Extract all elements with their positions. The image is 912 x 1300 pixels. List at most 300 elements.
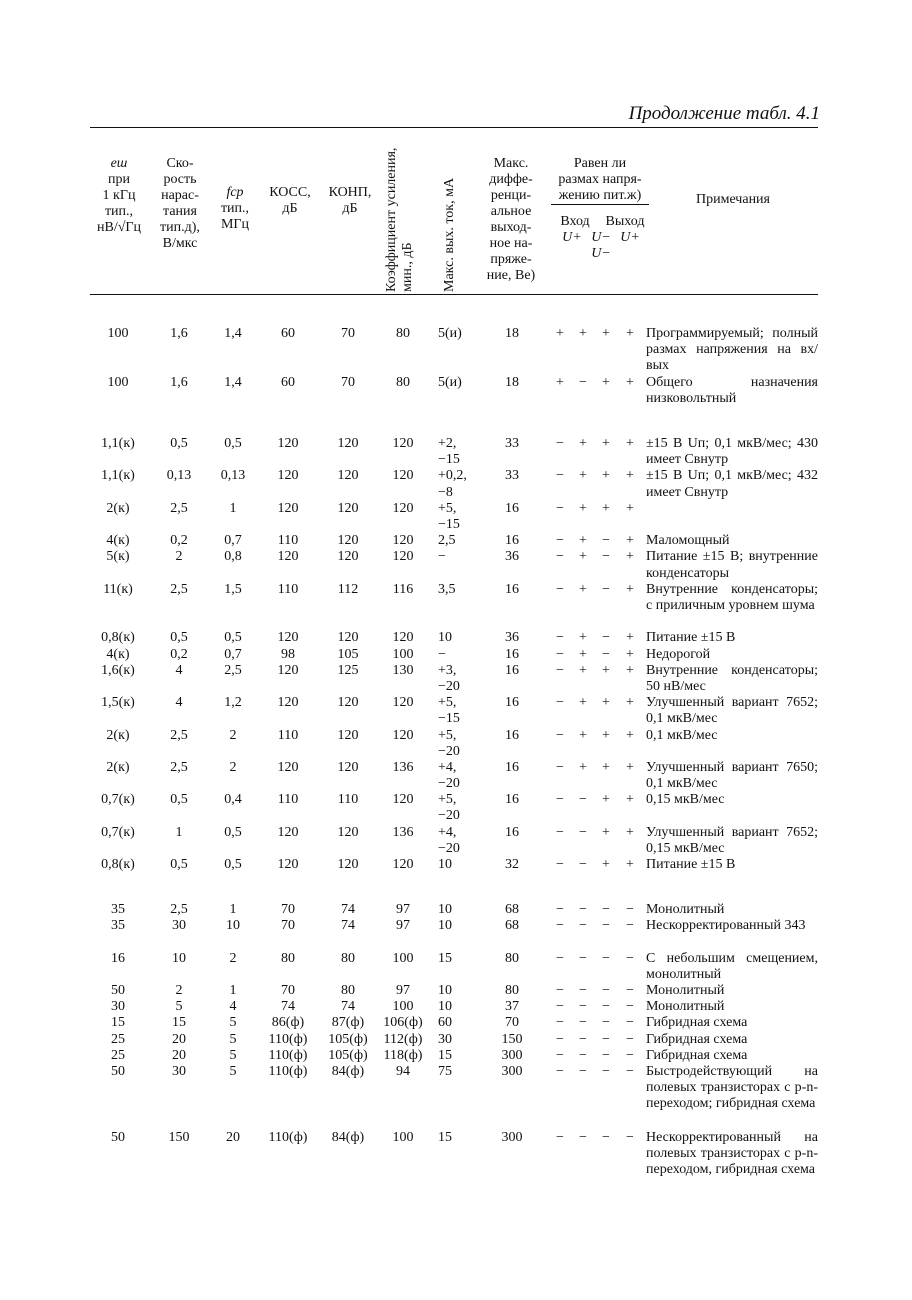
cell-rail-1: − bbox=[556, 500, 564, 516]
cell-note: ±15 В Uп; 0,1 мкВ/мес; 432 имеет Cвнутр bbox=[646, 468, 818, 500]
header-subrule bbox=[551, 204, 649, 205]
cell-iout: +5, −20 bbox=[438, 792, 460, 824]
cell-gain: 118(ф) bbox=[383, 1047, 423, 1063]
cell-slew: 0,2 bbox=[170, 646, 188, 662]
cell-note: Улучшенный вариант 7652; 0,1 мкВ/мес bbox=[646, 695, 818, 727]
group-bifet bbox=[90, 902, 818, 1129]
cell-slew: 4 bbox=[175, 695, 183, 711]
cell-cmrr: 120 bbox=[277, 824, 299, 840]
table-row bbox=[90, 436, 818, 468]
cell-rail-2: + bbox=[579, 326, 587, 341]
cell-rail-1: − bbox=[556, 792, 564, 808]
cell-en: 4(к) bbox=[106, 533, 130, 549]
cell-en: 35 bbox=[111, 918, 125, 934]
cell-rail-3: − bbox=[602, 1063, 610, 1079]
cell-cmrr: 110 bbox=[277, 581, 299, 597]
header-en: eш при 1 кГц тип., нВ/√Гц bbox=[97, 156, 141, 235]
cell-en: 35 bbox=[111, 902, 125, 917]
cell-note: С небольшим смещением, монолитный bbox=[646, 950, 818, 982]
cell-rail-2: − bbox=[579, 857, 587, 873]
cell-vdiff: 16 bbox=[505, 792, 519, 808]
cell-gain: 130 bbox=[392, 662, 414, 678]
cell-cmrr: 110(ф) bbox=[268, 1130, 308, 1145]
cell-rail-3: − bbox=[602, 581, 610, 597]
table-row bbox=[90, 1130, 818, 1195]
cell-fcp: 1 bbox=[229, 902, 237, 917]
cell-en: 1,6(к) bbox=[101, 662, 135, 678]
cell-iout: +5, −20 bbox=[438, 727, 460, 759]
cell-rail-1: + bbox=[556, 326, 564, 341]
cell-note: Монолитный bbox=[646, 902, 725, 917]
cell-rail-1: − bbox=[556, 857, 564, 873]
cell-rail-2: − bbox=[579, 1015, 587, 1031]
cell-fcp: 2 bbox=[229, 759, 237, 775]
cell-gain: 112(ф) bbox=[383, 1031, 423, 1047]
cell-note: 0,15 мкВ/мес bbox=[646, 792, 725, 808]
cell-iout: 3,5 bbox=[438, 581, 456, 597]
group-hybrid-fast bbox=[90, 1130, 818, 1195]
cell-fcp: 0,5 bbox=[224, 824, 242, 840]
cell-slew: 4 bbox=[175, 662, 183, 678]
cell-rail-1: − bbox=[556, 918, 564, 934]
cell-gain: 100 bbox=[392, 646, 414, 662]
cell-gain: 120 bbox=[392, 533, 414, 549]
cell-en: 15 bbox=[111, 1015, 125, 1031]
cell-fcp: 5 bbox=[229, 1031, 237, 1047]
cell-fcp: 10 bbox=[226, 918, 240, 934]
cell-slew: 30 bbox=[172, 1063, 186, 1079]
cell-note: Улучшенный вариант 7652; 0,15 мкВ/мес bbox=[646, 824, 818, 856]
cell-rail-2: − bbox=[579, 950, 587, 966]
cell-psrr: 120 bbox=[337, 549, 359, 565]
cell-fcp: 20 bbox=[226, 1130, 240, 1145]
cell-en: 11(к) bbox=[103, 581, 133, 597]
cell-fcp: 0,4 bbox=[224, 792, 242, 808]
cell-gain: 80 bbox=[396, 326, 410, 341]
cell-rail-2: − bbox=[579, 999, 587, 1015]
cell-rail-2: − bbox=[579, 792, 587, 808]
cell-rail-1: − bbox=[556, 950, 564, 966]
cell-rail-2: − bbox=[579, 1031, 587, 1047]
cell-gain: 97 bbox=[396, 982, 410, 998]
cell-rail-3: + bbox=[602, 695, 610, 711]
cell-slew: 2 bbox=[175, 982, 183, 998]
cell-note: Нескорректированный на полевых транзисторах с p-n-переходом, гибридная схема bbox=[646, 1130, 818, 1178]
cell-en: 2(к) bbox=[106, 759, 130, 775]
cell-note: Гибридная схема bbox=[646, 1015, 748, 1031]
header-rail-sub: U+ U− U+ U− bbox=[562, 230, 640, 261]
cell-iout: +4, −20 bbox=[438, 824, 460, 856]
cell-gain: 106(ф) bbox=[383, 1015, 423, 1031]
cell-psrr: 120 bbox=[337, 500, 359, 516]
cell-vdiff: 18 bbox=[505, 326, 519, 341]
cell-iout: +4, −20 bbox=[438, 759, 460, 792]
cell-cmrr: 120 bbox=[277, 436, 299, 451]
cell-iout: 60 bbox=[438, 1015, 452, 1031]
cell-slew: 20 bbox=[172, 1047, 186, 1063]
cell-iout: 75 bbox=[438, 1063, 452, 1079]
cell-rail-2: − bbox=[579, 1063, 587, 1079]
cell-psrr: 74 bbox=[341, 999, 355, 1015]
cell-rail-4: − bbox=[626, 1031, 634, 1047]
cell-vdiff: 32 bbox=[505, 857, 519, 873]
cell-en: 25 bbox=[111, 1031, 125, 1047]
cell-rail-3: − bbox=[602, 950, 610, 966]
cell-fcp: 0,13 bbox=[220, 468, 246, 484]
table-row bbox=[90, 501, 818, 533]
cell-gain: 120 bbox=[392, 549, 414, 565]
cell-vdiff: 68 bbox=[505, 918, 519, 934]
cell-en: 0,8(к) bbox=[101, 857, 135, 873]
cell-rail-4: + bbox=[626, 727, 634, 743]
cell-cmrr: 120 bbox=[277, 857, 299, 873]
cell-rail-1: − bbox=[556, 759, 564, 775]
top-rule bbox=[90, 127, 818, 128]
cell-en: 50 bbox=[111, 982, 125, 998]
cell-rail-4: + bbox=[626, 500, 634, 516]
cell-fcp: 1 bbox=[229, 500, 237, 516]
cell-psrr: 105(ф) bbox=[328, 1031, 368, 1047]
cell-rail-4: + bbox=[626, 326, 634, 341]
cell-vdiff: 16 bbox=[505, 824, 519, 840]
cell-rail-2: − bbox=[579, 1130, 587, 1145]
table-row bbox=[90, 857, 818, 873]
cell-rail-2: − bbox=[579, 1047, 587, 1063]
cell-slew: 2,5 bbox=[170, 500, 188, 516]
cell-vdiff: 16 bbox=[505, 500, 519, 516]
cell-vdiff: 70 bbox=[505, 1015, 519, 1031]
group-programmable bbox=[90, 326, 818, 407]
cell-rail-1: − bbox=[556, 549, 564, 565]
cell-iout: +0,2, −8 bbox=[438, 468, 467, 500]
cell-gain: 120 bbox=[392, 500, 414, 516]
cell-fcp: 0,5 bbox=[224, 857, 242, 873]
cell-rail-3: − bbox=[602, 982, 610, 998]
cell-slew: 5 bbox=[175, 999, 183, 1015]
cell-rail-1: − bbox=[556, 581, 564, 597]
cell-psrr: 120 bbox=[337, 759, 359, 775]
header-vdiff: Макс. диффе- ренци- альное выход- ное на- пряже- ние, Вe) bbox=[486, 156, 536, 283]
cell-rail-2: + bbox=[579, 662, 587, 678]
cell-note: Общего назначения низковольтный bbox=[646, 374, 818, 406]
cell-rail-4: − bbox=[626, 918, 634, 934]
cell-rail-3: − bbox=[602, 1130, 610, 1145]
cell-cmrr: 60 bbox=[281, 326, 295, 341]
cell-rail-3: + bbox=[602, 759, 610, 775]
cell-rail-1: − bbox=[556, 533, 564, 549]
table-row bbox=[90, 951, 818, 983]
cell-vdiff: 80 bbox=[505, 950, 519, 966]
header-gain: Коэффициент усиления, мин., дБ bbox=[384, 147, 415, 292]
cell-cmrr: 120 bbox=[277, 468, 299, 484]
cell-rail-3: + bbox=[602, 792, 610, 808]
cell-slew: 1,6 bbox=[170, 374, 188, 390]
cell-vdiff: 16 bbox=[505, 727, 519, 743]
cell-en: 2(к) bbox=[106, 500, 130, 516]
cell-psrr: 120 bbox=[337, 533, 359, 549]
cell-gain: 120 bbox=[392, 695, 414, 711]
cell-rail-2: + bbox=[579, 759, 587, 775]
cell-rail-4: + bbox=[626, 646, 634, 662]
cell-gain: 97 bbox=[396, 918, 410, 934]
cell-slew: 10 bbox=[172, 950, 186, 966]
cell-rail-2: + bbox=[579, 533, 587, 549]
cell-vdiff: 36 bbox=[505, 630, 519, 646]
cell-psrr: 120 bbox=[337, 468, 359, 484]
cell-rail-2: − bbox=[579, 824, 587, 840]
cell-fcp: 0,7 bbox=[224, 533, 242, 549]
cell-rail-4: + bbox=[626, 857, 634, 873]
cell-gain: 116 bbox=[392, 581, 414, 597]
cell-psrr: 110 bbox=[337, 792, 359, 808]
cell-en: 50 bbox=[111, 1130, 125, 1145]
header-iout: Макс. вых. ток, мА bbox=[442, 177, 457, 292]
cell-slew: 150 bbox=[168, 1130, 190, 1145]
cell-note: Нескорректированный 343 bbox=[646, 918, 806, 934]
cell-rail-2: + bbox=[579, 500, 587, 516]
cell-iout: 5(и) bbox=[438, 326, 462, 341]
cell-slew: 0,5 bbox=[170, 436, 188, 451]
cell-note: Питание ±15 В; внутренние конденсаторы bbox=[646, 549, 818, 581]
cell-fcp: 5 bbox=[229, 1063, 237, 1079]
cell-cmrr: 120 bbox=[277, 549, 299, 565]
cell-cmrr: 70 bbox=[281, 918, 295, 934]
table-row bbox=[90, 760, 818, 792]
cell-vdiff: 37 bbox=[505, 999, 519, 1015]
cell-vdiff: 80 bbox=[505, 982, 519, 998]
cell-rail-1: − bbox=[556, 824, 564, 840]
cell-rail-4: + bbox=[626, 581, 634, 597]
cell-rail-3: + bbox=[602, 727, 610, 743]
cell-en: 50 bbox=[111, 1063, 125, 1079]
cell-cmrr: 120 bbox=[277, 500, 299, 516]
cell-fcp: 0,5 bbox=[224, 630, 242, 646]
cell-slew: 1 bbox=[175, 824, 183, 840]
cell-cmrr: 74 bbox=[281, 999, 295, 1015]
cell-slew: 2,5 bbox=[170, 727, 188, 743]
cell-slew: 2,5 bbox=[170, 759, 188, 775]
cell-note: Монолитный bbox=[646, 982, 725, 998]
group-chopper bbox=[90, 436, 818, 873]
cell-gain: 136 bbox=[392, 824, 414, 840]
cell-note: Питание ±15 В bbox=[646, 630, 736, 646]
cell-vdiff: 16 bbox=[505, 581, 519, 597]
cell-psrr: 80 bbox=[341, 982, 355, 998]
cell-iout: +2, −15 bbox=[438, 436, 460, 468]
cell-psrr: 87(ф) bbox=[331, 1015, 365, 1031]
cell-note: Недорогой bbox=[646, 646, 711, 662]
cell-slew: 0,2 bbox=[170, 533, 188, 549]
cell-iout: 10 bbox=[438, 918, 452, 934]
cell-gain: 100 bbox=[392, 999, 414, 1015]
table-row bbox=[90, 918, 818, 950]
cell-vdiff: 300 bbox=[501, 1047, 523, 1063]
cell-fcp: 5 bbox=[229, 1015, 237, 1031]
cell-note: Улучшенный вариант 7650; 0,1 мкВ/мес bbox=[646, 759, 818, 792]
cell-en: 1,1(к) bbox=[101, 468, 135, 484]
cell-rail-4: − bbox=[626, 1015, 634, 1031]
cell-note: Внутренние конденсаторы; 50 нВ/мес bbox=[646, 662, 818, 694]
cell-iout: +5, −15 bbox=[438, 695, 460, 727]
table-row bbox=[90, 1064, 818, 1129]
cell-vdiff: 18 bbox=[505, 374, 519, 390]
cell-gain: 120 bbox=[392, 727, 414, 743]
header-psrr: КОНП, дБ bbox=[328, 185, 372, 216]
cell-rail-1: − bbox=[556, 902, 564, 917]
cell-rail-3: − bbox=[602, 646, 610, 662]
cell-rail-4: − bbox=[626, 1063, 634, 1079]
cell-cmrr: 110 bbox=[277, 727, 299, 743]
cell-rail-2: + bbox=[579, 468, 587, 484]
cell-fcp: 0,5 bbox=[224, 436, 242, 451]
cell-rail-1: + bbox=[556, 374, 564, 390]
cell-rail-4: − bbox=[626, 999, 634, 1015]
cell-rail-3: + bbox=[602, 468, 610, 484]
cell-cmrr: 110 bbox=[277, 533, 299, 549]
cell-fcp: 2 bbox=[229, 727, 237, 743]
cell-rail-4: + bbox=[626, 533, 634, 549]
cell-rail-4: + bbox=[626, 468, 634, 484]
cell-psrr: 80 bbox=[341, 950, 355, 966]
table-row bbox=[90, 582, 818, 631]
cell-fcp: 1,4 bbox=[224, 326, 242, 341]
header-fcp: fср тип., МГц bbox=[220, 185, 250, 232]
cell-rail-1: − bbox=[556, 1031, 564, 1047]
cell-rail-4: + bbox=[626, 374, 634, 390]
cell-rail-3: − bbox=[602, 1047, 610, 1063]
cell-note: Монолитный bbox=[646, 999, 725, 1015]
cell-cmrr: 70 bbox=[281, 902, 295, 917]
cell-cmrr: 110(ф) bbox=[268, 1031, 308, 1047]
cell-note: Внутренние конденсаторы; с приличным уровнем шума bbox=[646, 581, 818, 613]
cell-note: Маломощный bbox=[646, 533, 730, 549]
cell-rail-4: + bbox=[626, 549, 634, 565]
cell-psrr: 70 bbox=[341, 326, 355, 341]
table-row bbox=[90, 549, 818, 581]
cell-psrr: 120 bbox=[337, 436, 359, 451]
cell-rail-3: − bbox=[602, 549, 610, 565]
cell-rail-4: + bbox=[626, 630, 634, 646]
cell-rail-1: − bbox=[556, 468, 564, 484]
cell-rail-1: − bbox=[556, 1047, 564, 1063]
header-bottom-rule bbox=[90, 294, 818, 295]
cell-rail-3: − bbox=[602, 999, 610, 1015]
cell-slew: 2 bbox=[175, 549, 183, 565]
cell-slew: 15 bbox=[172, 1015, 186, 1031]
cell-rail-1: − bbox=[556, 662, 564, 678]
cell-rail-2: + bbox=[579, 646, 587, 662]
cell-vdiff: 16 bbox=[505, 662, 519, 678]
cell-cmrr: 98 bbox=[281, 646, 295, 662]
table-row bbox=[90, 663, 818, 695]
cell-rail-2: + bbox=[579, 727, 587, 743]
cell-rail-4: − bbox=[626, 950, 634, 966]
cell-rail-3: − bbox=[602, 630, 610, 646]
cell-iout: 2,5 bbox=[438, 533, 456, 549]
header-cmrr: КОСС, дБ bbox=[269, 185, 311, 216]
cell-note: Быстродействующий на полевых транзисторах с p-n-переходом; гибридная схема bbox=[646, 1063, 818, 1112]
cell-en: 0,7(к) bbox=[101, 792, 135, 808]
cell-gain: 120 bbox=[392, 792, 414, 808]
cell-rail-4: + bbox=[626, 662, 634, 678]
cell-rail-2: − bbox=[579, 982, 587, 998]
cell-en: 0,8(к) bbox=[101, 630, 135, 646]
cell-en: 0,7(к) bbox=[101, 824, 135, 840]
cell-rail-3: + bbox=[602, 824, 610, 840]
cell-cmrr: 120 bbox=[277, 662, 299, 678]
cell-iout: 15 bbox=[438, 1047, 452, 1063]
cell-vdiff: 300 bbox=[501, 1063, 523, 1079]
cell-vdiff: 16 bbox=[505, 695, 519, 711]
table-row bbox=[90, 375, 818, 407]
cell-rail-3: − bbox=[602, 918, 610, 934]
cell-psrr: 105 bbox=[337, 646, 359, 662]
table-row bbox=[90, 1048, 818, 1064]
cell-psrr: 125 bbox=[337, 662, 359, 678]
cell-psrr: 84(ф) bbox=[331, 1130, 365, 1145]
cell-note: 0,1 мкВ/мес bbox=[646, 727, 718, 743]
cell-rail-1: − bbox=[556, 1130, 564, 1145]
cell-psrr: 74 bbox=[341, 918, 355, 934]
cell-gain: 80 bbox=[396, 374, 410, 390]
cell-rail-1: − bbox=[556, 982, 564, 998]
cell-rail-4: + bbox=[626, 759, 634, 775]
cell-fcp: 0,8 bbox=[224, 549, 242, 565]
cell-rail-1: − bbox=[556, 436, 564, 451]
table-row bbox=[90, 999, 818, 1015]
cell-rail-3: − bbox=[602, 902, 610, 917]
cell-gain: 100 bbox=[392, 1130, 414, 1145]
cell-slew: 2,5 bbox=[170, 902, 188, 917]
header-slew-rate: Ско- рость нарас- тания тип.д), В/мкс bbox=[160, 156, 200, 251]
table-row bbox=[90, 728, 818, 760]
cell-iout: 10 bbox=[438, 999, 452, 1015]
cell-cmrr: 110(ф) bbox=[268, 1047, 308, 1063]
cell-note: Программируемый; полный размах напряжения на вх/вых bbox=[646, 326, 818, 374]
cell-iout: 10 bbox=[438, 630, 452, 646]
cell-vdiff: 300 bbox=[501, 1130, 523, 1145]
cell-rail-1: − bbox=[556, 727, 564, 743]
cell-psrr: 74 bbox=[341, 902, 355, 917]
cell-slew: 20 bbox=[172, 1031, 186, 1047]
cell-slew: 0,13 bbox=[166, 468, 192, 484]
cell-en: 100 bbox=[107, 374, 129, 390]
cell-cmrr: 120 bbox=[277, 630, 299, 646]
cell-gain: 120 bbox=[392, 436, 414, 451]
table-row bbox=[90, 533, 818, 549]
cell-iout: − bbox=[438, 646, 446, 662]
cell-gain: 94 bbox=[396, 1063, 410, 1079]
cell-rail-4: + bbox=[626, 436, 634, 451]
cell-vdiff: 16 bbox=[505, 646, 519, 662]
cell-rail-2: − bbox=[579, 918, 587, 934]
cell-fcp: 4 bbox=[229, 999, 237, 1015]
cell-note: ±15 В Uп; 0,1 мкВ/мес; 430 имеет Cвнутр bbox=[646, 436, 818, 468]
cell-rail-2: + bbox=[579, 630, 587, 646]
cell-psrr: 120 bbox=[337, 695, 359, 711]
table-row bbox=[90, 1032, 818, 1048]
cell-fcp: 1,4 bbox=[224, 374, 242, 390]
cell-iout: +5, −15 bbox=[438, 500, 460, 532]
table-row bbox=[90, 326, 818, 375]
cell-rail-3: − bbox=[602, 533, 610, 549]
table-row bbox=[90, 825, 818, 857]
cell-cmrr: 70 bbox=[281, 982, 295, 998]
cell-rail-3: + bbox=[602, 436, 610, 451]
cell-fcp: 1,5 bbox=[224, 581, 242, 597]
cell-rail-2: + bbox=[579, 581, 587, 597]
cell-cmrr: 120 bbox=[277, 759, 299, 775]
